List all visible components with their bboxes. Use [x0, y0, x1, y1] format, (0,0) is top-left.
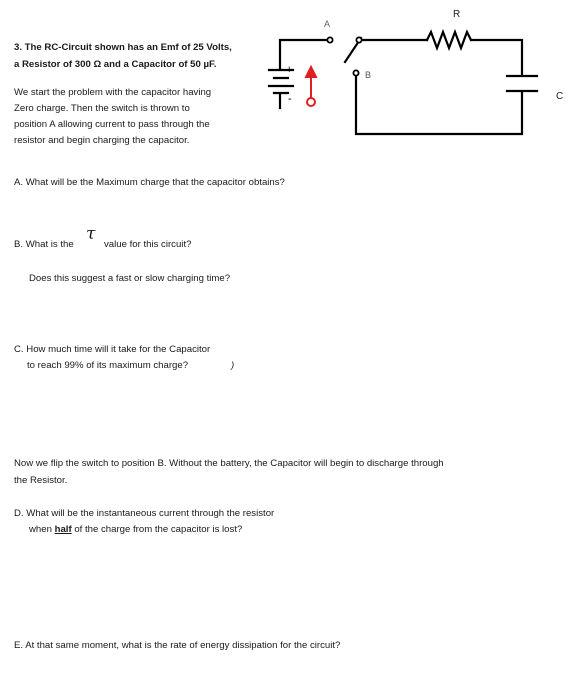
switch-contact-a — [327, 37, 332, 42]
intro-line1: We start the problem with the capacitor having — [14, 87, 212, 98]
resistor-symbol — [427, 32, 471, 48]
switch-label-a: A — [324, 19, 331, 29]
question-b-prefix: B. What is the — [14, 239, 74, 250]
battery-minus-sign: - — [288, 93, 292, 105]
intro-line4: resistor and begin charging the capacitor. — [14, 135, 190, 146]
switch-contact-common — [356, 37, 361, 42]
question-d-emphasis: half — [54, 524, 72, 535]
question-b-followup: Does this suggest a fast or slow charging time? — [29, 273, 231, 284]
resistor-label: R — [453, 9, 461, 20]
right-wire — [471, 40, 522, 75]
intro-line2: Zero charge. Then the switch is thrown to — [14, 103, 190, 114]
question-e: E. At that same moment, what is the rate of energy dissipation for the circuit? — [14, 640, 341, 651]
battery-plus-sign: + — [286, 64, 293, 76]
intro-line3: position A allowing current to pass through the — [14, 119, 210, 130]
question-d-line2 — [29, 524, 242, 536]
question-b-suffix: value for this circuit? — [104, 239, 192, 250]
question-c-mark: ) — [231, 360, 235, 371]
bottom-wire — [356, 75, 522, 134]
rc-circuit-diagram — [255, 0, 569, 140]
question-d-line2-pre: when — [29, 524, 52, 535]
switch-label-b: B — [365, 70, 372, 80]
current-arrow-icon — [306, 67, 316, 106]
problem-heading-line1: 3. The RC-Circuit shown has an Emf of 25 Volts, — [14, 42, 232, 53]
question-a: A. What will be the Maximum charge that the capacitor obtains? — [14, 177, 285, 188]
switch-contact-b — [353, 70, 358, 75]
question-c-line1: C. How much time will it take for the Capacitor — [14, 344, 211, 355]
question-d-line1: D. What will be the instantaneous current through the resistor — [14, 508, 275, 519]
question-d-line2-post: of the charge from the capacitor is lost? — [74, 524, 243, 535]
switch-paragraph-line2: the Resistor. — [14, 475, 68, 486]
question-c-line2: to reach 99% of its maximum charge? — [27, 360, 189, 371]
tau-symbol: τ — [86, 224, 96, 244]
problem-heading-line2: a Resistor of 300 Ω and a Capacitor of 50 µF. — [14, 59, 217, 70]
capacitor-label: C — [556, 91, 564, 102]
switch-paragraph-line1: Now we flip the switch to position B. Without the battery, the Capacitor will begin to discharge through — [14, 458, 444, 469]
